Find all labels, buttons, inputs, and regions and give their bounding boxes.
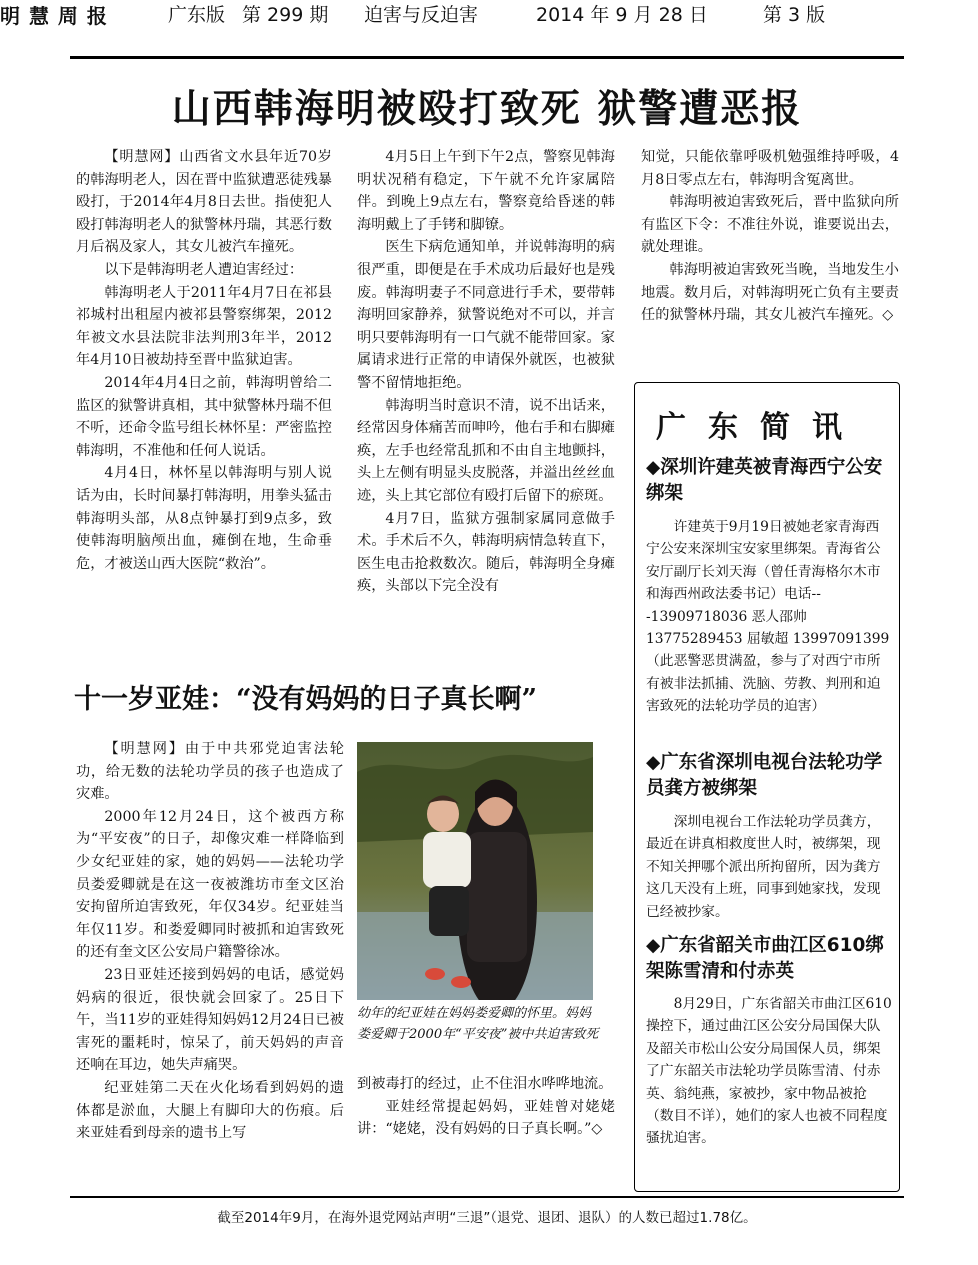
section-name: 迫害与反迫害 [364,4,479,26]
issue-date: 2014 年 9 月 28 日 [536,4,708,26]
paragraph: 纪亚娃第二天在火化场看到妈妈的遗体都是淤血，大腿上有脚印大的伤痕。后来亚娃看到母亲的遗书上写 [76,1079,344,1142]
issue-number: 第 299 期 [242,4,329,26]
brief-body [646,811,892,923]
article2-column-1 [76,738,344,1145]
brief-headline: ◆广东省深圳电视台法轮功学员龚方被绑架 [646,752,883,799]
paragraph: 许建英于9月19日被她老家青海西宁公安来深圳宝安家里绑架。青海省公安厅副厅长刘天海（曾任青海格尔木市和海西州政法委书记）电话---13909718036 恶人邵帅 13775289453 屈敏超 13997091399（此恶警恶贯满盈，参与了对西宁市所有被非法抓捕、洗脑、劳教、判刑和迫害致死的法轮功学员的迫害） [646,519,890,715]
paragraph: 医生下病危通知单，并说韩海明的病很严重，即便是在手术成功后最好也是残废。韩海明妻子不同意进行手术，要带韩海明回家静养，狱警说绝对不可以，并言明只要韩海明有一口气就不能带回家。家属请求进行正常的申请保外就医，也被狱警不留情地拒绝。 [357,239,615,391]
paragraph: 2014年4月4日之前，韩海明曾给二监区的狱警讲真相，其中狱警林丹瑞不但不听，还命令监号组长林怀星：严密监控韩海明，不准他和任何人说话。 [76,374,332,459]
article2-title: 十一岁亚娃：“没有妈妈的日子真长啊” [74,684,538,715]
paragraph: 以下是韩海明老人遭迫害经过： [104,261,304,278]
brief-body [646,993,892,1150]
page-header [0,0,832,28]
paragraph: 23日亚娃还接到妈妈的电话，感觉妈妈病的很近，很快就会回家了。25日下午，当11岁的亚娃得知妈妈12月24日已被害死的噩耗时，惊呆了，前天妈妈的声音还响在耳边，她失声痛哭。 [76,966,344,1074]
paragraph: 4月5日上午到下午2点，警察见韩海明状况稍有稳定，下午就不允许家属陪伴。到晚上9点左右，警察竟给昏迷的韩海明戴上了手铐和脚镣。 [357,149,615,233]
masthead: 明 慧 周 报 [0,4,108,28]
mother-daughter-photo [357,742,593,1000]
page-number: 第 3 版 [763,4,826,26]
photo-caption: 幼年的纪亚娃在妈妈娄爱卿的怀里。妈妈娄爱卿于2000年“平安夜”被中共迫害致死 [357,1006,599,1042]
header-rule [70,56,904,59]
article-column-1 [76,146,332,575]
paragraph: 4月7日，监狱方强制家属同意做手术。手术后不久，韩海明病情急转直下，医生电击抢救数次。随后，韩海明全身瘫痪，头部以下完全没有 [357,510,615,595]
brief-headline: ◆深圳许建英被青海西宁公安绑架 [646,457,883,504]
brief-body [646,516,892,718]
article-title: 山西韩海明被殴打致死 狱警遭恶报 [171,86,803,132]
paragraph: 深圳电视台工作法轮功学员龚方，最近在讲真相救度世人时，被绑架，现不知关押哪个派出所拘留所，因为龚方这几天没有上班，同事到她家找，发现已经被抄家。 [646,814,881,920]
paragraph: 2000年12月24日，这个被西方称为“平安夜”的日子，却像灾难一样降临到少女纪亚娃的家，她的妈妈——法轮功学员娄爱卿就是在这一夜被潍坊市奎文区治安拘留所迫害致死，年仅34岁。纪亚娃当年仅11岁。和娄爱卿同时被抓和迫害致死的还有奎文区公安局户籍警徐冰。 [76,808,344,961]
paragraph: 知觉，只能依靠呼吸机勉强维持呼吸，4月8日零点左右，韩海明含冤离世。 [641,149,899,188]
article-column-3 [641,146,899,327]
paragraph: 韩海明老人于2011年4月7日在祁县祁城村出租屋内被祁县警察绑架，2012年被文水县法院非法判刑3年半，2012年4月10日被劫持至晋中监狱迫害。 [76,284,332,369]
paragraph: 【明慧网】山西省文水县年近70岁的韩海明老人，因在晋中监狱遭恶徒残暴殴打，于2014年4月8日去世。指使犯人殴打韩海明老人的狱警林丹瑞，其恶行数月后祸及家人，其女儿被汽车撞死。 [76,149,332,256]
paragraph: 亚娃经常提起妈妈，亚娃曾对姥姥讲：“姥姥，没有妈妈的日子真长啊。”◇ [357,1098,615,1138]
paragraph: 韩海明被迫害致死当晚，当地发生小地震。数月后，对韩海明死亡负有主要责任的狱警林丹瑞，其女儿被汽车撞死。◇ [641,261,899,324]
footer-rule [70,1196,904,1198]
paragraph: 到被毒打的经过，止不住泪水哗哗地流。 [357,1076,613,1092]
edition: 广东版 [168,4,226,26]
article2-column-2 [357,1073,615,1141]
brief-headline: ◆广东省韶关市曲江区610绑架陈雪清和付赤英 [646,935,884,982]
paragraph: 【明慧网】由于中共邪党迫害法轮功，给无数的法轮功学员的孩子也造成了灾难。 [76,741,344,803]
news-brief-title: 广东简讯 [656,410,864,445]
paragraph: 8月29日，广东省韶关市曲江区610操控下，通过曲江区公安分局国保大队及韶关市松山公安分局国保人员，绑架了广东韶关市法轮功学员陈雪清、付赤英、翁纯燕，家被抄，家中物品被抢（数目不详），她们的家人也被不同程度骚扰迫害。 [646,996,892,1147]
paragraph: 韩海明被迫害致死后，晋中监狱向所有监区下令：不准往外说，谁要说出去，就处理谁。 [641,194,899,256]
paragraph: 4月4日，林怀星以韩海明与别人说话为由，长时间暴打韩海明，用拳头猛击韩海明头部，从8点钟暴打到9点多，致使韩海明脑颅出血，瘫倒在地，生命垂危，才被送山西大医院“救治”。 [76,465,332,572]
footer-notice: 截至2014年9月，在海外退党网站声明“三退”（退党、退团、退队）的人数已超过1.78亿。 [217,1210,757,1226]
article-column-2 [357,146,615,598]
paragraph: 韩海明当时意识不清，说不出话来，经常因身体痛苦而呻吟，他右手和右脚瘫痪，左手也经常乱抓和不由自主地颤抖，头上左侧有明显头皮脱落，并溢出丝丝血迹，头上其它部位有殴打后留下的瘀斑。 [357,397,615,504]
